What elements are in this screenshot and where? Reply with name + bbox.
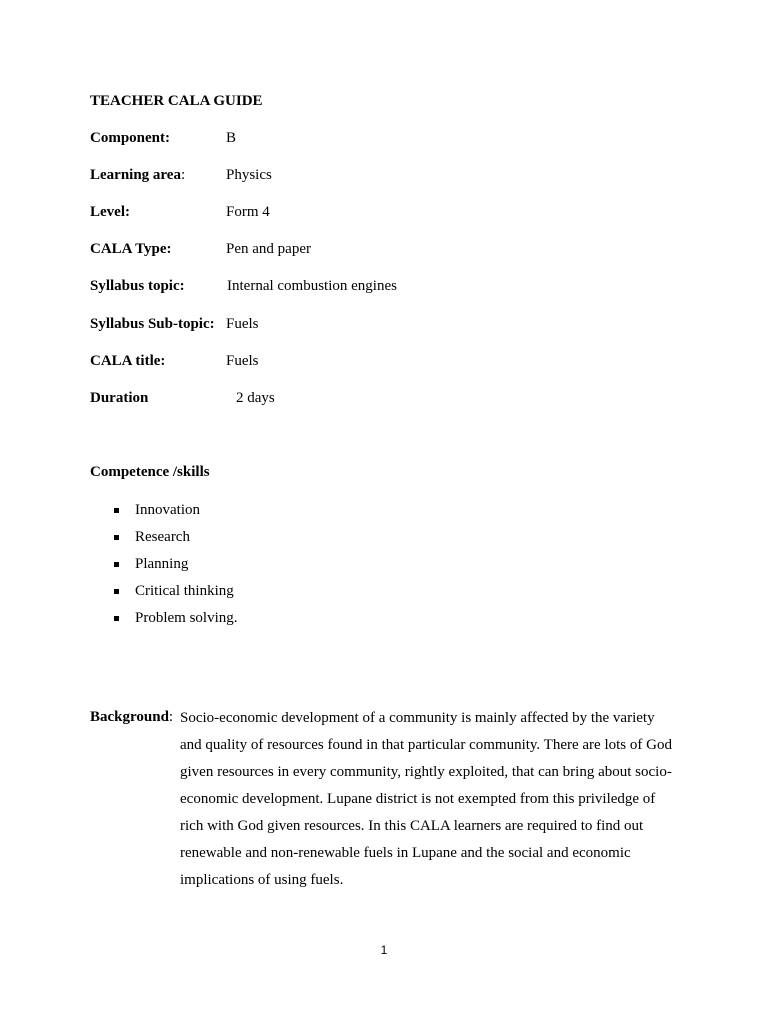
field-value: Physics (226, 167, 272, 183)
background-label (90, 709, 173, 726)
field-component (90, 130, 237, 147)
square-bullet-icon (114, 508, 119, 513)
square-bullet-icon (114, 562, 119, 567)
square-bullet-icon (114, 616, 119, 621)
field-level (90, 204, 270, 221)
background-paragraph (180, 706, 680, 895)
background-label-text: Background (90, 709, 169, 725)
field-cala-type (90, 241, 311, 258)
paragraph-line: rich with God given resources. In this CALA learners are required to find out (180, 818, 644, 834)
page-number: 1 (380, 943, 388, 957)
field-label: Component: (90, 130, 171, 146)
list-item-text: Critical thinking (135, 583, 234, 599)
square-bullet-icon (114, 589, 119, 594)
field-label: Level: (90, 204, 130, 220)
field-value: Internal combustion engines (227, 278, 397, 294)
square-bullet-icon (114, 535, 119, 540)
field-learning-area (90, 167, 272, 184)
paragraph-line: given resources in every community, rightly exploited, that can bring about socio- (180, 764, 672, 780)
field-label: CALA title: (90, 353, 166, 369)
paragraph-line: economic development. Lupane district is not exempted from this priviledge of (180, 791, 656, 807)
field-value: Pen and paper (226, 241, 311, 257)
field-duration (90, 390, 275, 407)
field-label: Syllabus Sub-topic: (90, 316, 215, 332)
field-label: CALA Type: (90, 241, 172, 257)
field-label: Learning area (90, 167, 181, 183)
field-colon: : (180, 167, 186, 183)
paragraph-line: and quality of resources found in that particular community. There are lots of God (180, 737, 672, 753)
field-value: Fuels (226, 353, 259, 369)
field-syllabus-topic (90, 278, 397, 295)
paragraph-line: renewable and non-renewable fuels in Lupane and the social and economic (180, 845, 631, 861)
list-item-text: Research (135, 529, 190, 545)
competence-heading: Competence /skills (90, 464, 210, 480)
paragraph-line: Socio-economic development of a community is mainly affected by the variety (180, 710, 655, 726)
field-cala-title (90, 353, 259, 370)
background-label-colon: : (168, 709, 174, 725)
field-value: Form 4 (226, 204, 270, 220)
document-title: TEACHER CALA GUIDE (90, 93, 263, 109)
field-value: Fuels (226, 316, 259, 332)
paragraph-line: implications of using fuels. (180, 872, 344, 888)
list-item-text: Problem solving. (135, 610, 238, 626)
field-value: 2 days (236, 390, 275, 406)
field-label: Syllabus topic: (90, 278, 185, 294)
field-value: B (226, 130, 237, 146)
list-item-text: Innovation (135, 502, 200, 518)
field-syllabus-subtopic (90, 316, 259, 333)
list-item-text: Planning (135, 556, 189, 572)
field-label: Duration (90, 390, 149, 406)
